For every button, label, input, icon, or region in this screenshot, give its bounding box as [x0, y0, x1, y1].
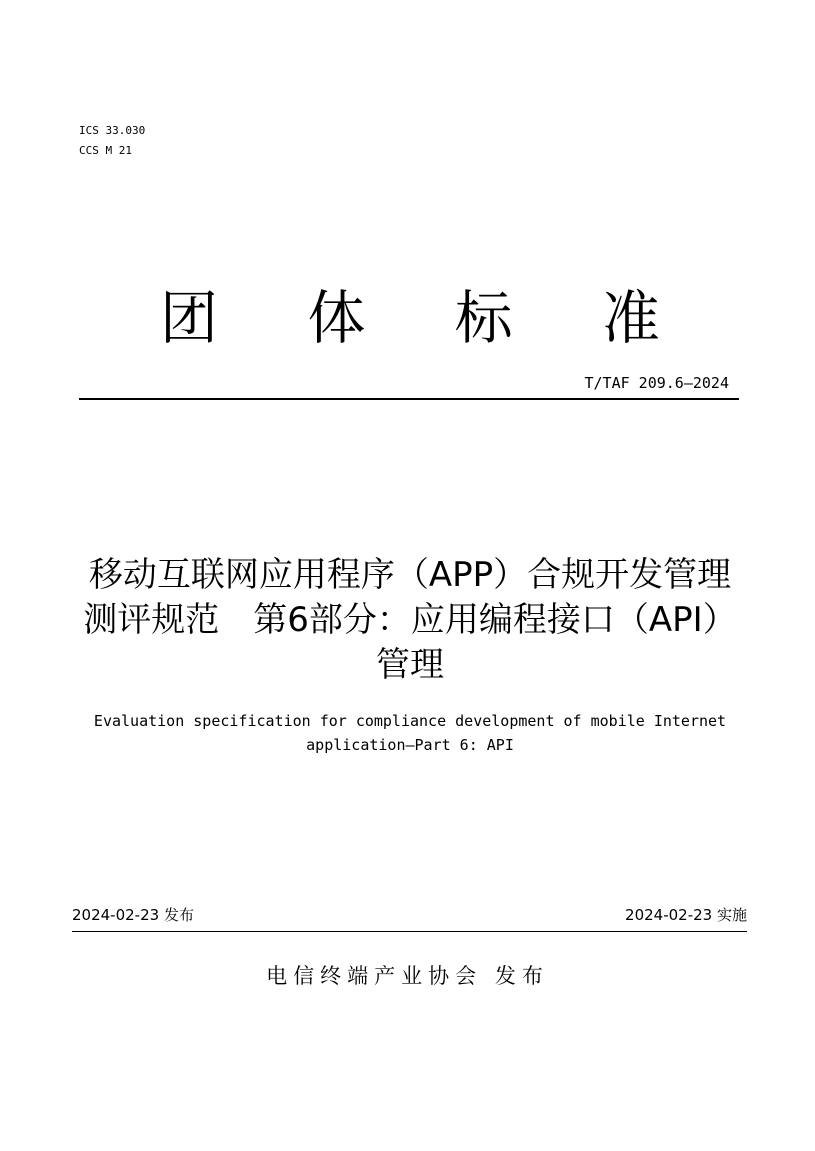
english-title-line: Evaluation specification for compliance development of mobile Internet [93, 712, 727, 730]
standard-type-char: 团 [160, 284, 219, 352]
implementation-date: 2024-02-23 实施 [625, 906, 747, 924]
chinese-title-line: 移动互联网应用程序（APP）合规开发管理 [88, 555, 732, 595]
chinese-title-line: 管理 [376, 645, 444, 685]
standard-type-title [160, 283, 660, 353]
standard-type-char: 标 [454, 284, 513, 352]
chinese-title [40, 553, 780, 688]
english-title-line: application—Part 6: API [306, 736, 514, 754]
ccs-code: CCS M 21 [79, 144, 132, 157]
standard-number: T/TAF 209.6—2024 [584, 374, 729, 392]
bottom-divider [72, 931, 747, 932]
publisher: 电信终端产业协会 发布 [266, 964, 549, 988]
standard-type-char: 准 [601, 284, 660, 352]
issue-date: 2024-02-23 发布 [72, 906, 194, 924]
english-title [50, 709, 770, 757]
standard-type-char: 体 [307, 284, 366, 352]
chinese-title-line: 测评规范 第6部分：应用编程接口（API） [83, 600, 737, 640]
top-divider [79, 398, 739, 400]
ics-code: ICS 33.030 [79, 124, 146, 137]
